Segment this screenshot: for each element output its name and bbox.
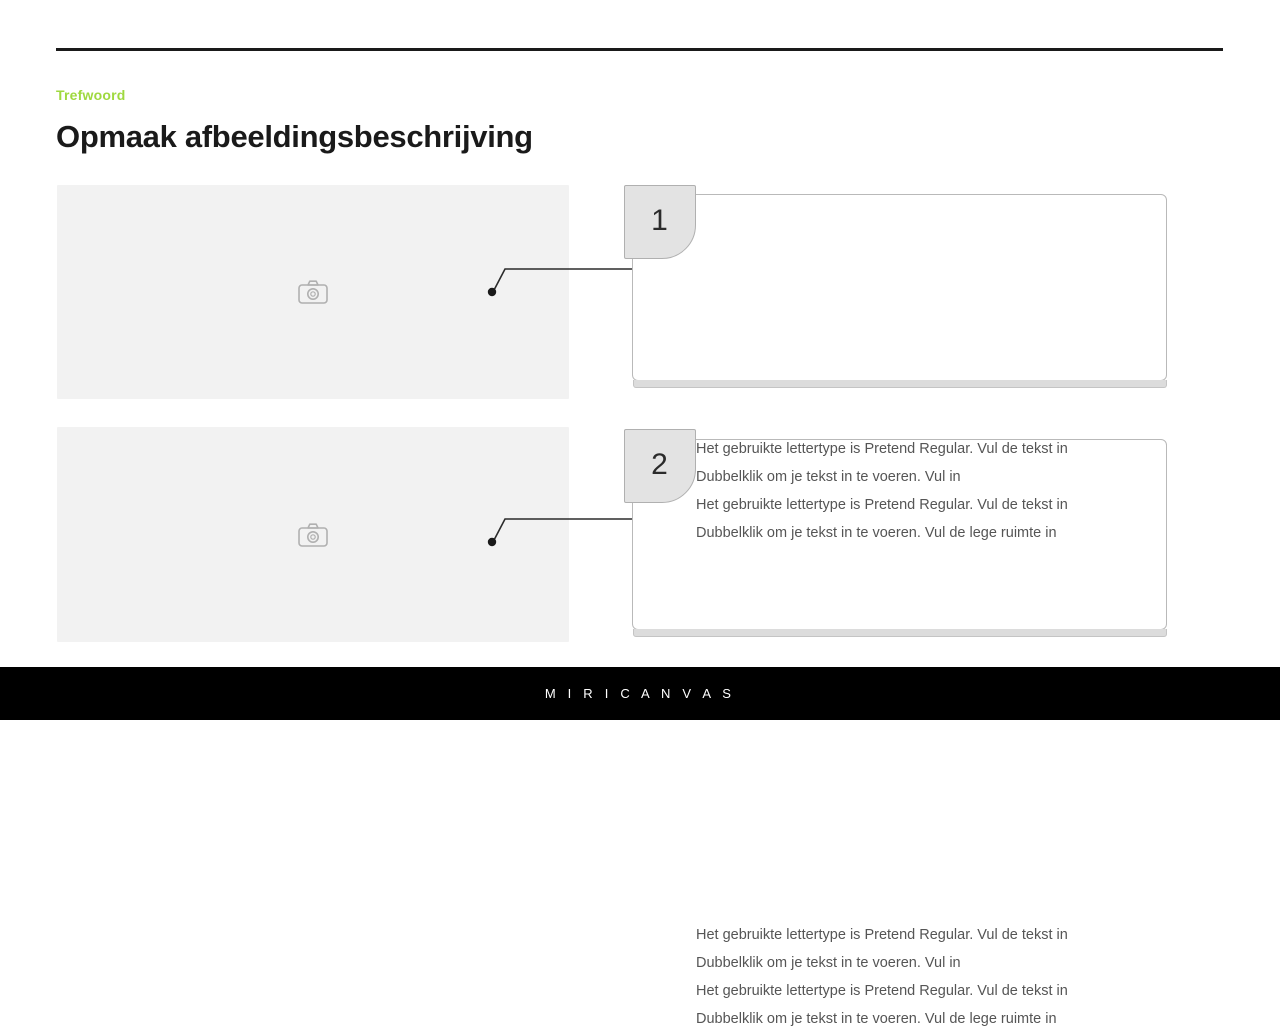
image-placeholder-2[interactable] [57,427,569,642]
camera-icon [298,279,328,305]
footer-brand-label: M I R I C A N V A S [544,686,736,701]
description-line: Het gebruikte lettertype is Pretend Regular. Vul de tekst in [696,927,1068,943]
step-number-2: 2 [651,448,668,481]
camera-icon [298,522,328,548]
description-line: Dubbelklik om je tekst in te voeren. Vul in [696,955,961,971]
page-title: Opmaak afbeeldingsbeschrijving [56,119,533,154]
description-line: Het gebruikte lettertype is Pretend Regular. Vul de tekst in [696,441,1068,457]
step-number-1: 1 [651,204,668,237]
description-line: Dubbelklik om je tekst in te voeren. Vul de lege ruimte in [696,1011,1057,1027]
description-text-1[interactable] [696,435,1126,547]
description-line: Het gebruikte lettertype is Pretend Regular. Vul de tekst in [696,983,1068,999]
description-line: Dubbelklik om je tekst in te voeren. Vul in [696,469,961,485]
content-row-1 [0,185,1280,541]
header-divider [56,48,1223,51]
card-shadow-2 [633,629,1167,637]
description-card-1[interactable] [632,194,1167,381]
description-line: Dubbelklik om je tekst in te voeren. Vul de lege ruimte in [696,525,1057,541]
step-badge-1 [624,185,696,259]
description-text-2[interactable] [696,921,1126,1033]
image-placeholder-1[interactable] [57,185,569,399]
description-line: Het gebruikte lettertype is Pretend Regular. Vul de tekst in [696,497,1068,513]
card-shadow-1 [633,380,1167,388]
footer-bar [0,667,1280,720]
eyebrow-label: Trefwoord [56,87,126,103]
step-badge-2 [624,429,696,503]
